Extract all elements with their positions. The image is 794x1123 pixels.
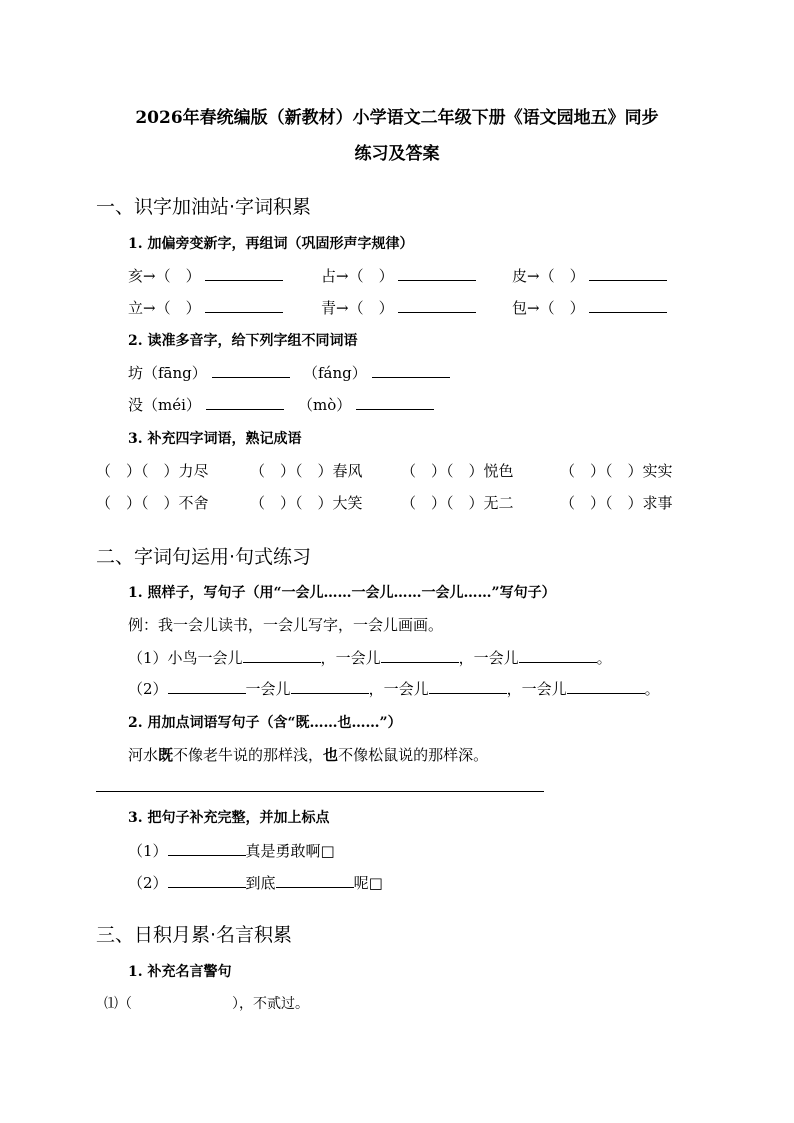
question-label: 2. 读准多音字，给下列字组不同词语 [128,333,358,349]
answer-blank[interactable] [168,679,246,694]
idiom-item: （ ）（ ）实实 [560,462,673,480]
idiom-item: （ ）（ ）大笑 [250,494,363,512]
proverb-line: ⑴（ ），不贰过。 [104,996,309,1012]
answer-blank[interactable] [567,679,645,694]
page-title-line2: 练习及答案 [354,144,440,164]
sentence-line: （2） 一会儿 ，一会儿 ，一会儿 。 [128,680,660,698]
example-sentence: 例：我一会儿读书，一会儿写字，一会儿画画。 [128,616,444,634]
radical-item: 青→（ ） [321,297,476,318]
radical-item: 包→（ ） [512,297,667,318]
radical-item: 占→（ ） [321,265,476,286]
sentence-line: （2） 到底 呢□ [128,874,383,892]
answer-blank[interactable] [276,873,354,888]
dotted-word: 既 [158,746,174,764]
sentence-line: （1）小鸟一会儿 ，一会儿 ，一会儿 。 [128,649,612,667]
answer-blank[interactable] [205,298,283,313]
polyphone-item: （mò） [298,394,434,415]
page-title-line1: 2026年春统编版（新教材）小学语文二年级下册《语文园地五》同步 [135,108,659,128]
dotted-word: 也 [323,746,339,764]
section-heading-1: 一、识字加油站·字词积累 [96,196,312,218]
answer-blank[interactable] [205,266,283,281]
section-heading-2: 二、字词句运用·句式练习 [96,546,312,568]
idiom-item: （ ）（ ）求事 [560,494,673,512]
question-label: 1. 加偏旁变新字，再组词（巩固形声字规律） [128,236,414,252]
answer-blank[interactable] [372,363,450,378]
section-heading-3: 三、日积月累·名言积累 [96,924,293,946]
polyphone-item: 坊（fāng） [128,362,290,383]
answer-blank[interactable] [429,679,507,694]
answer-blank[interactable] [356,395,434,410]
answer-blank[interactable] [589,266,667,281]
polyphone-item: （fáng） [303,362,450,383]
answer-blank[interactable] [398,266,476,281]
question-label: 1. 补充名言警句 [128,964,232,980]
idiom-item: （ ）（ ）春风 [250,462,363,480]
sentence-line: （1） 真是勇敢啊□ [128,842,335,860]
radical-item: 亥→（ ） [128,265,283,286]
answer-line[interactable] [96,791,544,792]
question-label: 2. 用加点词语写句子（含“既……也……”） [128,715,402,731]
example-sentence: 河水既不像老牛说的那样浅，也不像松鼠说的那样深。 [128,746,489,764]
answer-blank[interactable] [291,679,369,694]
answer-blank[interactable] [212,363,290,378]
answer-blank[interactable] [589,298,667,313]
question-label: 1. 照样子，写句子（用“一会儿……一会儿……一会儿……”写句子） [128,585,556,601]
polyphone-item: 没（méi） [128,394,284,415]
idiom-item: （ ）（ ）力尽 [96,462,209,480]
radical-item: 立→（ ） [128,297,283,318]
answer-blank[interactable] [243,648,321,663]
answer-blank[interactable] [168,841,246,856]
answer-blank[interactable] [206,395,284,410]
answer-blank[interactable] [381,648,459,663]
idiom-item: （ ）（ ）无二 [401,494,514,512]
idiom-item: （ ）（ ）悦色 [401,462,514,480]
idiom-item: （ ）（ ）不舍 [96,494,209,512]
question-label: 3. 补充四字词语，熟记成语 [128,431,302,447]
answer-blank[interactable] [398,298,476,313]
question-label: 3. 把句子补充完整，并加上标点 [128,810,330,826]
answer-blank[interactable] [519,648,597,663]
answer-blank[interactable] [168,873,246,888]
radical-item: 皮→（ ） [512,265,667,286]
